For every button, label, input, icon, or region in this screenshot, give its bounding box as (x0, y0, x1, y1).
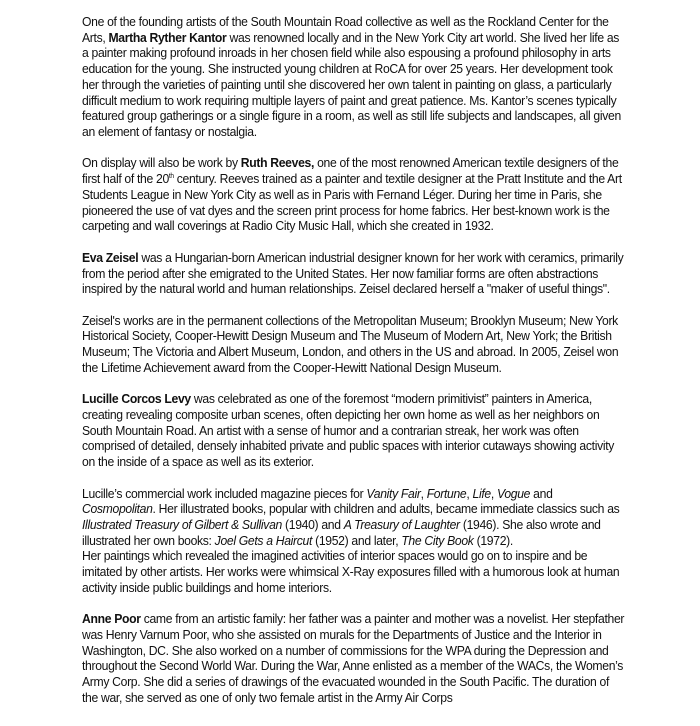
text-run: , (490, 485, 497, 501)
paragraph-zeisel-intro (82, 250, 627, 297)
text-run: , (466, 485, 473, 501)
text-run: and (530, 485, 553, 501)
text-run: Zeisel's works are in the permanent collections of the Metropolitan Museum; Brooklyn Museum; New York Historical Society, Cooper-Hewitt Design Museum and The Museum of Modern Art, New York; the British Museum; The Victoria and Albert Museum, London, and others in the US and abroad. In 2005, Zeisel won the Lifetime Achievement award from the Cooper-Hewitt National Design Museum. (82, 312, 619, 375)
document-body (82, 14, 627, 721)
text-run: century. Reeves trained as a painter and textile designer at the Pratt Institute and the Art Students League in New York City as well as in Paris with Fernand Léger. During her time in Paris, she pioneered the use of vat dyes and the screen print process for home fabrics. Her best-known work is the carpeting and wall coverings at Radio City Music Hall, which she created in 1932. (82, 171, 622, 234)
text-run: (1940) and (281, 517, 344, 532)
text-run: was a Hungarian-born American industrial designer known for her work with ceramics, primarily from the period after she emigrated to the United States. Her now familiar forms are often abstractions inspired by the natural world and human relationships. Zeisel declared herself a "maker of useful things". (82, 249, 624, 297)
title-italic: The City Book (401, 532, 474, 548)
title-italic: A Treasury of Laughter (343, 517, 460, 532)
title-italic: Illustrated Treasury of Gilbert & Sullivan (82, 517, 282, 532)
text-run: was renowned locally and in the New York City art world. She lived her life as a painter making profound inroads in her chosen field while also espousing a profound philosophy in arts education for the young. She instructed young children at RoCA for over 25 years. Her development took her through the varieties of painting until she discovered her own talent in painting on glass, a particularly difficult medium to work requiring multiple layers of paint and great patience. Ms. Kantor’s scenes typically featured group gatherings or a single figure in a room, as well as still life subjects and landscapes, all given an element of fantasy or nostalgia. (82, 29, 621, 140)
title-italic: Cosmopolitan (82, 501, 153, 517)
paragraph-poor (82, 611, 627, 705)
paragraph-levy-paintings (82, 548, 627, 595)
text-run: (1972). (473, 532, 513, 548)
paragraph-zeisel-collections (82, 313, 627, 376)
superscript: th (168, 173, 174, 181)
text-run: One of the founding artists of the South Mountain Road collective as well as the Rockland Center for the Arts, (82, 14, 609, 45)
paragraph-reeves (82, 155, 627, 234)
title-italic: Joel Gets a Haircut (214, 532, 313, 548)
text-run: (1946). She also wrote and illustrated her own books: (82, 517, 601, 548)
artist-name: Martha Ryther Kantor (108, 29, 227, 45)
text-run: one of the most renowned American textile designers of the first half of the 20 (82, 155, 619, 187)
paragraph-kantor (82, 14, 627, 140)
title-italic: Fortune (426, 485, 467, 501)
text-run: . Her illustrated books, popular with children and adults, became immediate classics such as (152, 501, 620, 517)
text-run: , (420, 485, 427, 501)
title-italic: Vogue (496, 485, 531, 501)
text-run: (1952) and later, (312, 532, 402, 548)
artist-name: Lucille Corcos Levy (82, 391, 191, 407)
text-run: On display will also be work by (82, 155, 241, 171)
artist-name: Ruth Reeves, (240, 155, 315, 171)
title-italic: Life (472, 485, 491, 501)
text-run: Lucille’s commercial work included magazine pieces for (82, 485, 367, 501)
artist-name: Eva Zeisel (82, 249, 139, 265)
text-run: came from an artistic family: her father was a painter and mother was a novelist. Her stepfather was Henry Varnum Poor, who she assisted on murals for the Departments of Justice and the Interior in Washington, DC. She also worked on a number of commissions for the WPA during the Depression and throughout the Second World War. During the War, Anne enlisted as a member of the WACs, the Women’s Army Corp. She did a series of drawings of the evacuated wounded in the South Pacific. The duration of the war, she served as one of only two female artist in the Army Air Corps (82, 611, 625, 705)
text-run: was celebrated as one of the foremost “modern primitivist” painters in America, creating revealing composite urban scenes, often depicting her own home as well as her neighbors on South Mountain Road. An artist with a sense of humor and a contrarian streak, her work was often comprised of detailed, densely inhabited private and public spaces with interior cutaways showing activity on the inside of a space as well as its exterior. (82, 391, 615, 470)
title-italic: Vanity Fair (366, 485, 421, 501)
paragraph-levy-commercial (82, 486, 627, 549)
paragraph-levy-intro (82, 391, 627, 470)
artist-name: Anne Poor (82, 611, 141, 627)
text-run: Her paintings which revealed the imagined activities of interior spaces would go on to inspire and be imitated by other artists. Her works were whimsical X-Ray exposures filled with a humorous look at human activity inside public buildings and home interiors. (82, 548, 620, 595)
